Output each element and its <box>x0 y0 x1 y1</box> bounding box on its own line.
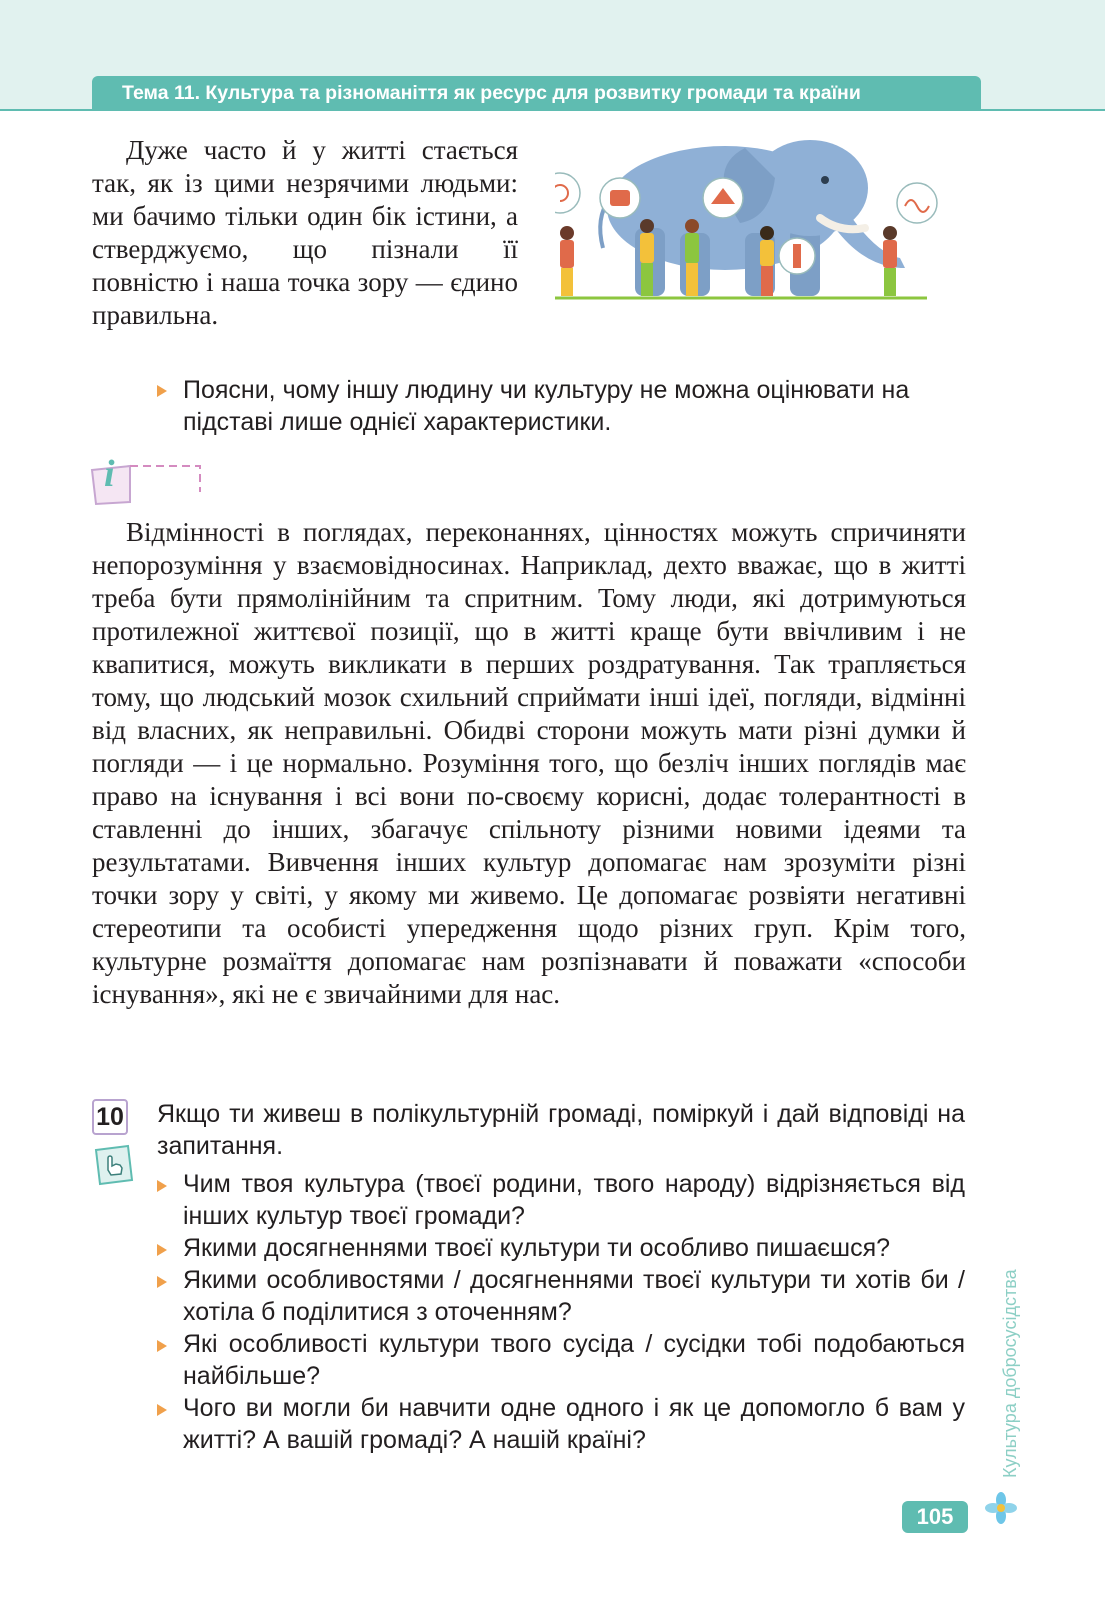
bullet-triangle-icon <box>157 1340 167 1352</box>
bubble-rope <box>555 173 580 213</box>
list-item <box>157 1392 965 1456</box>
intro-paragraph: Дуже часто й у житті стається так, як із цими незрячими людьми: ми бачимо тільки один бік істини, а стверджуємо, що пізнали її повністю і наша точка зору — єдино правильна. <box>92 135 518 330</box>
bubble-snake <box>897 183 937 223</box>
question-text: Які особливості культури твого сусіда / сусідки тобі подобаються найбільше? <box>183 1330 965 1390</box>
bullet-triangle-icon <box>157 1404 167 1416</box>
bullet-triangle-icon <box>157 1180 167 1192</box>
bullet-triangle-icon <box>157 1276 167 1288</box>
section-label: Культура добросусідства <box>1000 1269 1020 1478</box>
question-text: Якими досягненнями твоєї культури ти особливо пишаєшся? <box>183 1234 891 1262</box>
topic-title: Тема 11. Культура та різноманіття як ресурс для розвитку громади та країни <box>92 76 981 110</box>
question-text: Чим твоя культура (твоєї родини, твого народу) відрізняється від інших культур твоєї громади? <box>183 1170 965 1230</box>
flower-icon <box>985 1492 1017 1524</box>
bullet-triangle-icon <box>157 1244 167 1256</box>
person-1 <box>560 226 574 296</box>
question-text: Чого ви могли би навчити одне одного і як це допомогло б вам у житті? А вашій громаді? А нашій країні? <box>183 1394 965 1454</box>
topic-underline <box>0 109 1105 111</box>
bubble-pillar <box>779 238 815 274</box>
bubble-wall <box>600 178 640 218</box>
list-item <box>157 1328 965 1392</box>
person-5 <box>883 226 897 296</box>
intro-question-text: Поясни, чому іншу людину чи культуру не можна оцінювати на підставі лише однієї характеристики. <box>183 376 910 436</box>
task-text: Якщо ти живеш в полікультурній громаді, поміркуй і дай відповіді на запитання. <box>157 1100 965 1160</box>
info-icon <box>90 452 210 512</box>
hand-pointer-icon <box>92 1140 138 1186</box>
person-3 <box>685 219 699 296</box>
intro-question <box>157 374 965 438</box>
task-number: 10 <box>92 1099 128 1135</box>
main-paragraph: Відмінності в поглядах, переконаннях, цінностях можуть спричиняти непорозуміння у взаємовідносинах. Наприклад, дехто вважає, що в житті треба бути прямолінійним та спритним. Тому люди, які дотримуються протилежної життєвої позиції, що в житті краще бути ввічливим і не квапитися, можуть викликати в перших роздратування. Так трапляється тому, що людський мозок схильний сприймати інші ідеї, погляди, відмінні від власних, як неправильні. Обидві сторони можуть мати різні думки й погляди — і це нормально. Розуміння того, що безліч інших поглядів має право на існування і всі вони по-своєму корисні, додає толерантності в ставленні до інших, збагачує спільноту різними новими ідеями та результатами. Вивчення інших культур допомагає нам зрозуміти різні точки зору у світі, у якому ми живемо. Це допомагає розвіяти негативні стереотипи та особисті упередження щодо різних груп. Крім того, культурне розмаїття допомагає нам розпізнавати й поважати «способи існування», які не є звичайними для нас. <box>92 517 966 1009</box>
person-4 <box>760 226 774 296</box>
elephant-illustration <box>555 128 965 313</box>
list-item <box>157 1232 965 1264</box>
bubble-fan <box>703 178 743 218</box>
question-text: Якими особливостями / досягненнями твоєї культури ти хотів би / хотіла б поділитися з оточенням? <box>183 1266 965 1326</box>
bullet-triangle-icon <box>157 385 167 397</box>
page-number: 105 <box>902 1501 968 1533</box>
info-letter: i <box>104 453 115 495</box>
person-2 <box>640 219 654 296</box>
question-list <box>157 1168 965 1456</box>
list-item <box>157 1264 965 1328</box>
list-item <box>157 1168 965 1232</box>
